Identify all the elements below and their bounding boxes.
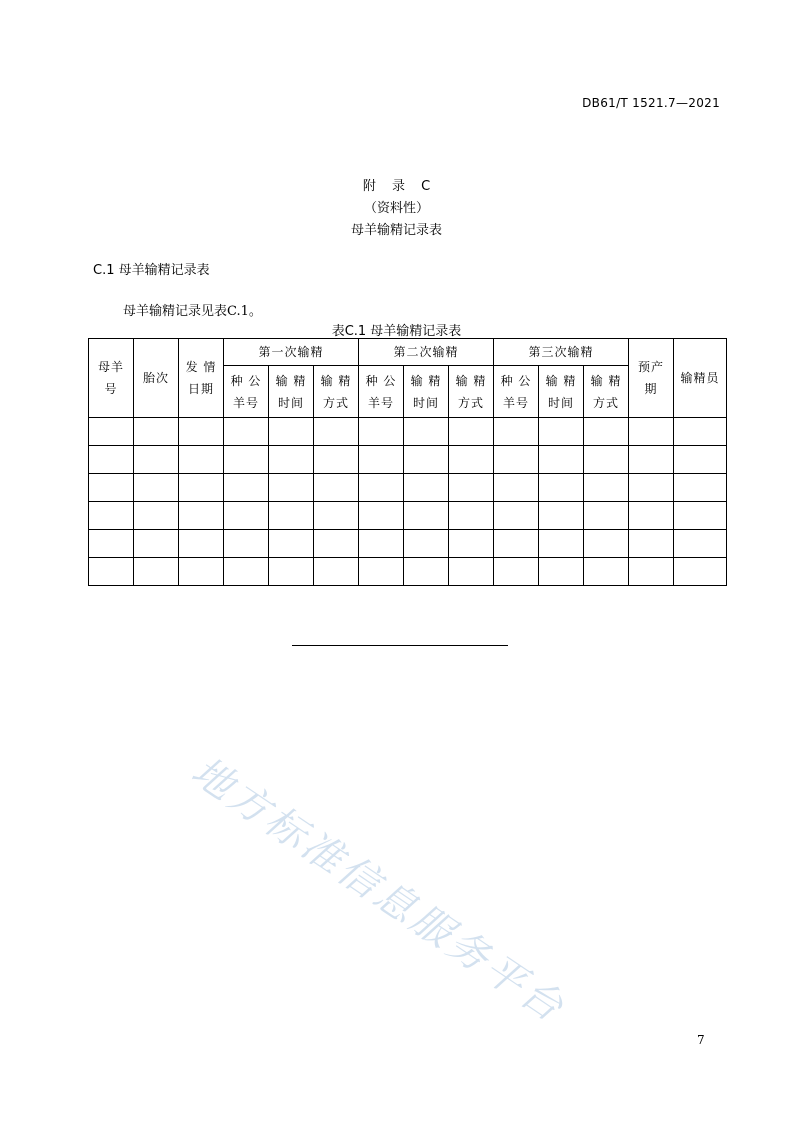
table-cell — [134, 446, 179, 474]
table-cell — [584, 446, 629, 474]
table-cell — [179, 502, 224, 530]
table-cell — [449, 474, 494, 502]
table-cell — [539, 502, 584, 530]
table-cell — [314, 502, 359, 530]
header-ram-number: 种 公 羊号 — [224, 366, 269, 418]
appendix-name: 母羊输精记录表 — [350, 223, 442, 238]
section-heading: C.1 母羊输精记录表 — [93, 263, 210, 278]
header-insemination-method: 输 精 方式 — [449, 366, 494, 418]
table-cell — [179, 418, 224, 446]
table-cell — [449, 558, 494, 586]
table-cell — [89, 558, 134, 586]
table-cell — [314, 530, 359, 558]
table-cell — [404, 474, 449, 502]
table-cell — [584, 474, 629, 502]
table-cell — [539, 446, 584, 474]
table-cell — [674, 474, 727, 502]
table-cell — [494, 418, 539, 446]
table-cell — [134, 530, 179, 558]
table-cell — [404, 446, 449, 474]
table-cell — [224, 474, 269, 502]
header-parity: 胎次 — [134, 339, 179, 418]
table-cell — [629, 558, 674, 586]
table-cell — [584, 558, 629, 586]
table-cell — [539, 474, 584, 502]
table-cell — [404, 530, 449, 558]
table-cell — [134, 558, 179, 586]
table-cell — [314, 446, 359, 474]
table-cell — [494, 446, 539, 474]
table-cell — [629, 474, 674, 502]
table-cell — [449, 446, 494, 474]
table-cell — [494, 530, 539, 558]
table-cell — [269, 446, 314, 474]
table-cell — [449, 530, 494, 558]
table-cell — [539, 530, 584, 558]
appendix-heading: 附 录 C — [362, 179, 431, 194]
page-number: 7 — [697, 1033, 705, 1047]
table-cell — [449, 418, 494, 446]
header-estrus-date: 发 情 日期 — [179, 339, 224, 418]
table-cell — [314, 418, 359, 446]
table-cell — [629, 530, 674, 558]
table-cell — [674, 446, 727, 474]
table-cell — [359, 558, 404, 586]
table-cell — [89, 502, 134, 530]
standard-code: DB61/T 1521.7—2021 — [582, 96, 720, 110]
table-row — [89, 502, 727, 530]
table-cell — [674, 530, 727, 558]
table-cell — [494, 474, 539, 502]
table-body — [89, 418, 727, 586]
table-cell — [224, 446, 269, 474]
table-cell — [404, 418, 449, 446]
table-cell — [584, 502, 629, 530]
header-insemination-time: 输 精 时间 — [539, 366, 584, 418]
table-cell — [314, 474, 359, 502]
table-cell — [179, 474, 224, 502]
header-third-insemination: 第三次输精 — [494, 339, 629, 366]
header-first-insemination: 第一次输精 — [224, 339, 359, 366]
table-cell — [404, 502, 449, 530]
table-cell — [224, 530, 269, 558]
table-cell — [224, 558, 269, 586]
watermark: 地方标准信息服务平台 — [183, 748, 574, 1033]
table-cell — [674, 558, 727, 586]
table-row — [89, 446, 727, 474]
table-cell — [359, 474, 404, 502]
table-cell — [269, 502, 314, 530]
end-rule — [292, 645, 508, 646]
table-cell — [269, 530, 314, 558]
table-cell — [494, 558, 539, 586]
header-ram-number: 种 公 羊号 — [494, 366, 539, 418]
table-header-row — [89, 339, 727, 366]
header-ewe-number: 母羊 号 — [89, 339, 134, 418]
table-cell — [629, 418, 674, 446]
section-body-text: 母羊输精记录见表C.1。 — [123, 304, 262, 319]
table-cell — [134, 474, 179, 502]
table-row — [89, 418, 727, 446]
header-technician: 输精员 — [674, 339, 727, 418]
table-cell — [269, 474, 314, 502]
table-cell — [584, 418, 629, 446]
table-cell — [359, 530, 404, 558]
table-cell — [269, 418, 314, 446]
table-cell — [269, 558, 314, 586]
table-cell — [629, 502, 674, 530]
table-cell — [89, 418, 134, 446]
table-cell — [89, 474, 134, 502]
table-cell — [404, 558, 449, 586]
header-insemination-time: 输 精 时间 — [269, 366, 314, 418]
table-cell — [674, 502, 727, 530]
appendix-type: （资料性） — [363, 201, 429, 216]
table-cell — [359, 418, 404, 446]
table-cell — [224, 502, 269, 530]
header-ram-number: 种 公 羊号 — [359, 366, 404, 418]
table-cell — [314, 558, 359, 586]
table-cell — [359, 446, 404, 474]
table-row — [89, 474, 727, 502]
table-row — [89, 530, 727, 558]
table-cell — [224, 418, 269, 446]
insemination-record-table — [88, 338, 727, 586]
table-caption: 表C.1 母羊输精记录表 — [331, 324, 462, 339]
table-cell — [449, 502, 494, 530]
table-cell — [359, 502, 404, 530]
table-cell — [89, 530, 134, 558]
header-second-insemination: 第二次输精 — [359, 339, 494, 366]
header-insemination-method: 输 精 方式 — [584, 366, 629, 418]
table-cell — [539, 558, 584, 586]
table-cell — [134, 502, 179, 530]
table-cell — [179, 530, 224, 558]
table-cell — [179, 446, 224, 474]
table-cell — [629, 446, 674, 474]
table-row — [89, 558, 727, 586]
table-cell — [674, 418, 727, 446]
table-cell — [179, 558, 224, 586]
table-cell — [134, 418, 179, 446]
header-insemination-method: 输 精 方式 — [314, 366, 359, 418]
table-cell — [89, 446, 134, 474]
header-insemination-time: 输 精 时间 — [404, 366, 449, 418]
table-cell — [584, 530, 629, 558]
table-cell — [494, 502, 539, 530]
header-due-date: 预产 期 — [629, 339, 674, 418]
table-cell — [539, 418, 584, 446]
